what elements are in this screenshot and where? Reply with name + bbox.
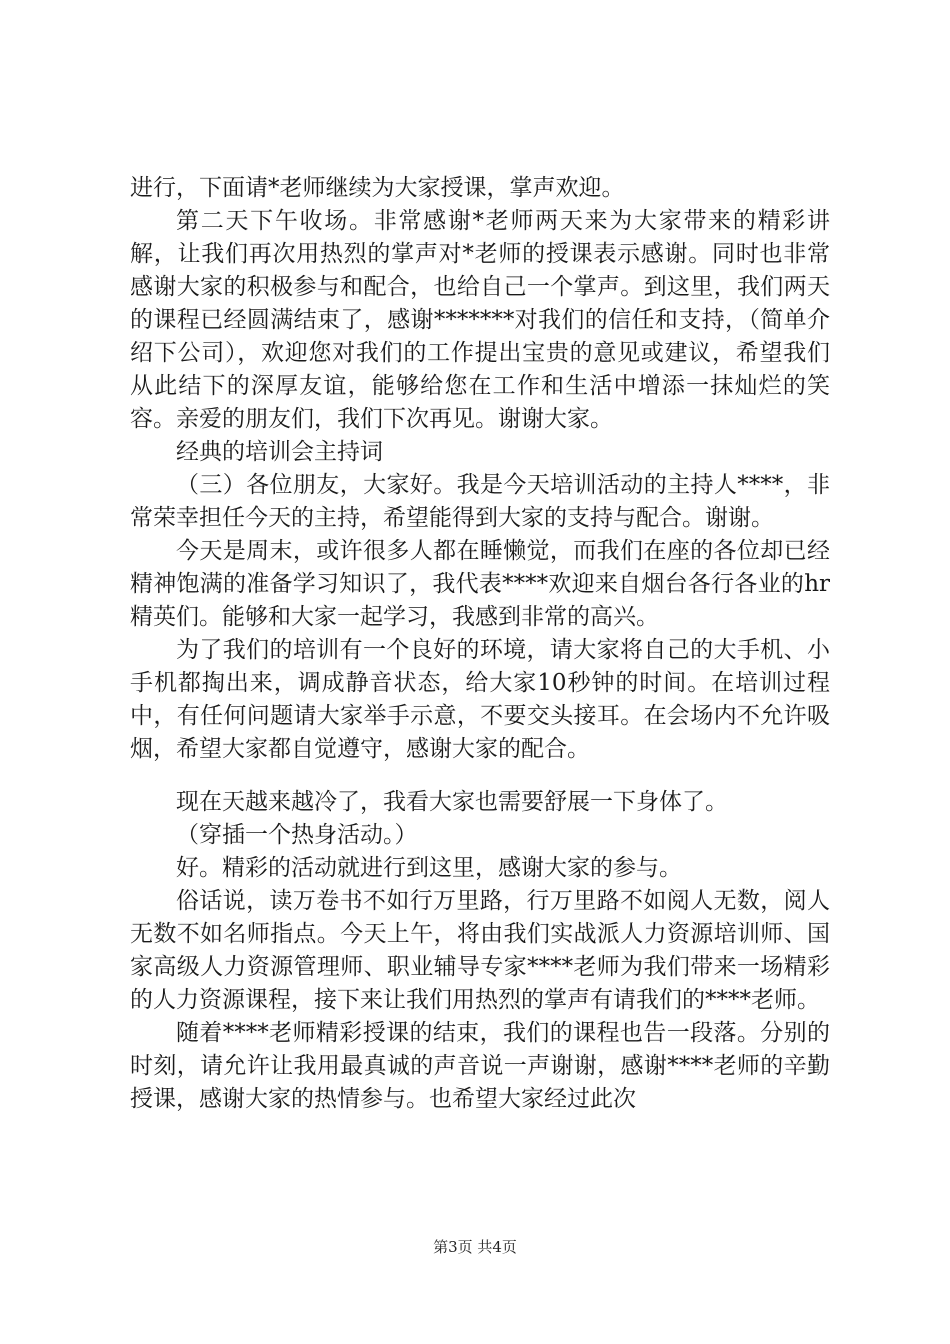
paragraph: 俗话说，读万卷书不如行万里路，行万里路不如阅人无数，阅人无数不如名师指点。今天上午，将由我们实战派人力资源培训师、国家高级人力资源管理师、职业辅导专家****老师为我们带来一场精彩的人力资源课程，接下来让我们用热烈的掌声有请我们的****老师。 bbox=[130, 888, 830, 1013]
paragraph: 第二天下午收场。非常感谢*老师两天来为大家带来的精彩讲解，让我们再次用热烈的掌声对*老师的授课表示感谢。同时也非常感谢大家的积极参与和配合，也给自己一个掌声。到这里，我们两天的课程已经圆满结束了，感谢*******对我们的信任和支持，（简单介绍下公司），欢迎您对我们的工作提出宝贵的意见或建议，希望我们从此结下的深厚友谊，能够给您在工作和生活中增添一抹灿烂的笑容。亲爱的朋友们，我们下次再见。谢谢大家。 bbox=[130, 208, 830, 432]
document-body bbox=[130, 172, 830, 1116]
section-heading: 经典的培训会主持词 bbox=[176, 439, 383, 465]
paragraph: 今天是周末，或许很多人都在睡懒觉，而我们在座的各位却已经精神饱满的准备学习知识了，我代表****欢迎来自烟台各行各业的hr精英们。能够和大家一起学习，我感到非常的高兴。 bbox=[130, 538, 830, 630]
paragraph: 为了我们的培训有一个良好的环境，请大家将自己的大手机、小手机都掏出来，调成静音状态，给大家10秒钟的时间。在培训过程中，有任何问题请大家举手示意，不要交头接耳。在会场内不允许吸烟，希望大家都自觉遵守，感谢大家的配合。 bbox=[130, 637, 830, 762]
paragraph: （三）各位朋友，大家好。我是今天培训活动的主持人****，非常荣幸担任今天的主持，希望能得到大家的支持与配合。谢谢。 bbox=[130, 472, 830, 531]
page-footer bbox=[0, 1236, 950, 1257]
paragraph: （穿插一个热身活动。） bbox=[176, 822, 418, 848]
paragraph: 进行，下面请*老师继续为大家授课，掌声欢迎。 bbox=[130, 175, 625, 201]
paragraph: 随着****老师精彩授课的结束，我们的课程也告一段落。分别的时刻，请允许让我用最真诚的声音说一声谢谢，感谢****老师的辛勤授课，感谢大家的热情参与。也希望大家经过此次 bbox=[130, 1020, 830, 1112]
page-number-label: 第3页 共4页 bbox=[433, 1238, 517, 1256]
paragraph: 好。精彩的活动就进行到这里，感谢大家的参与。 bbox=[176, 855, 682, 881]
paragraph: 现在天越来越冷了，我看大家也需要舒展一下身体了。 bbox=[176, 789, 728, 815]
